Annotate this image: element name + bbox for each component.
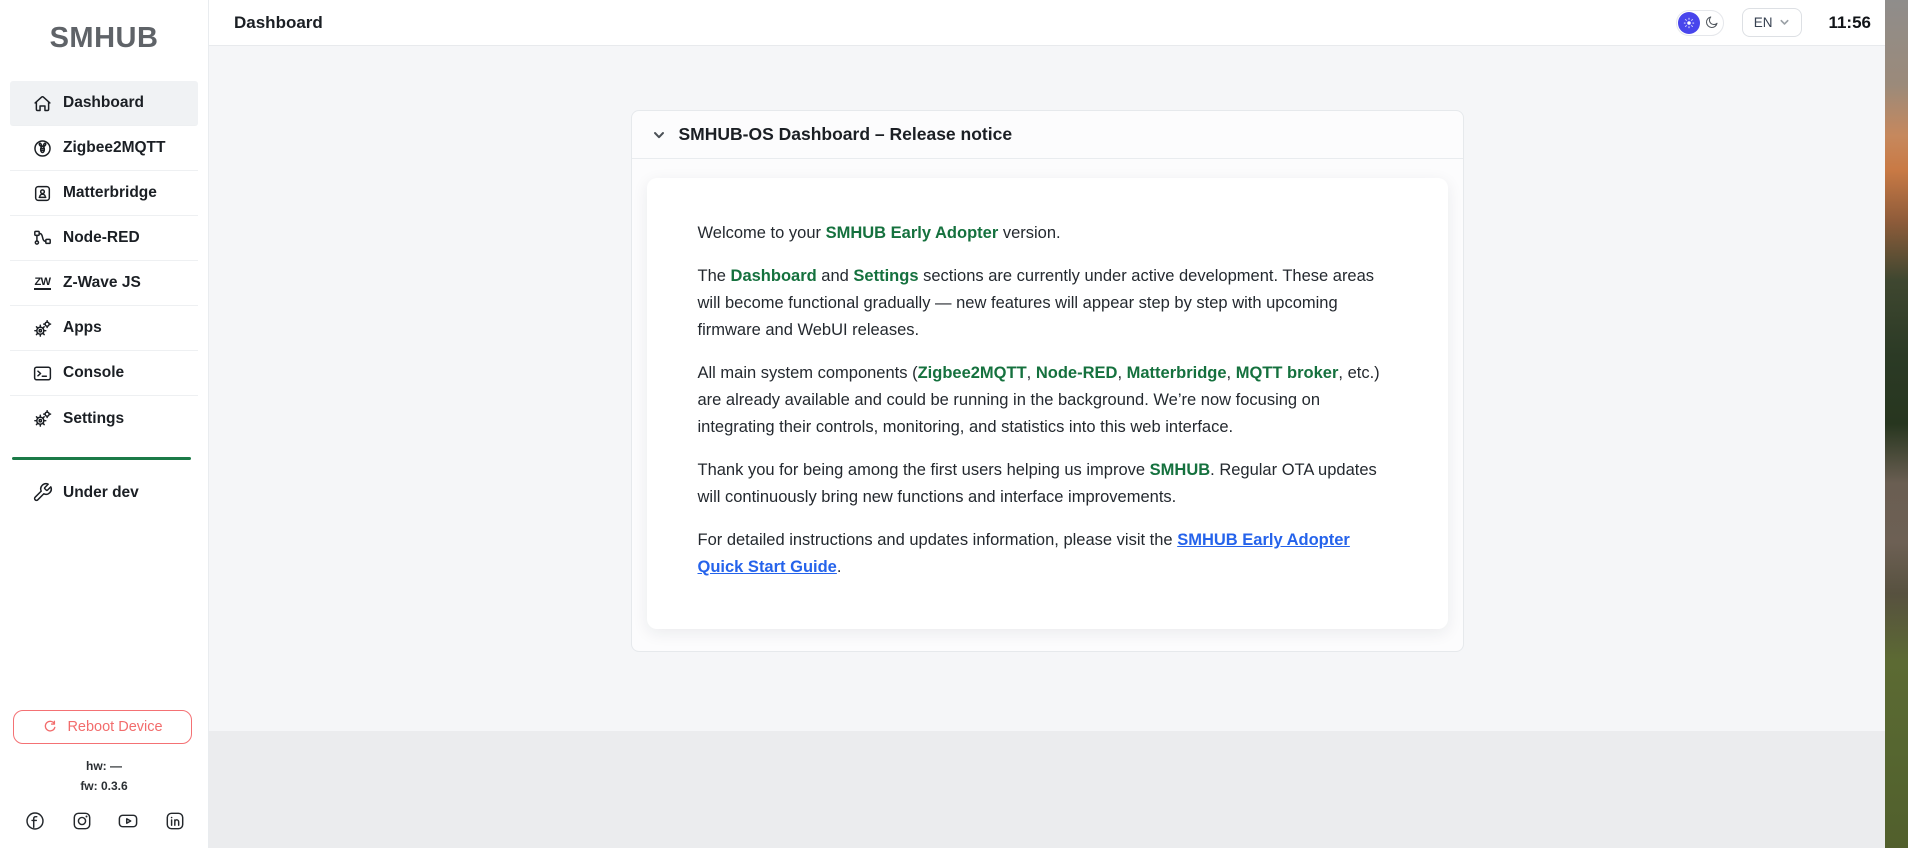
release-notice-title: SMHUB-OS Dashboard – Release notice (678, 124, 1013, 144)
desktop-wallpaper-strip (1885, 0, 1908, 848)
chevron-down-icon (1779, 17, 1790, 28)
hw-version: hw: — (85, 759, 122, 773)
device-info (0, 756, 208, 796)
linkedin-icon[interactable] (164, 810, 186, 832)
node-red-icon (32, 228, 53, 249)
reboot-device-label: Reboot Device (67, 719, 163, 735)
sidebar-item-label: Apps (63, 319, 102, 336)
matterbridge-icon (32, 183, 53, 204)
sidebar (0, 0, 209, 848)
sidebar-item-label: Node-RED (63, 229, 140, 246)
sun-icon (1678, 12, 1700, 34)
sidebar-item-apps[interactable] (10, 306, 198, 351)
social-links (0, 810, 208, 832)
language-selector[interactable] (1742, 8, 1803, 37)
sidebar-item-label: Settings (63, 409, 125, 427)
footer-strip (209, 731, 1885, 848)
gears-icon (32, 408, 53, 429)
refresh-icon (42, 719, 58, 735)
notice-paragraph: The Dashboard and Settings sections are currently under active development. These areas will become functional gradually — new features will appear step by step with upcoming firmware and WebUI releases. (697, 267, 1375, 339)
section-divider (12, 457, 191, 460)
chevron-down-icon (652, 128, 666, 142)
wrench-icon (32, 482, 53, 503)
facebook-icon[interactable] (24, 810, 46, 832)
gears-icon (32, 318, 53, 339)
notice-paragraph: For detailed instructions and updates information, please visit the SMHUB Early Adopter Quick Start Guide. (697, 531, 1350, 576)
sidebar-item-label: Console (63, 364, 125, 381)
sidebar-spacer (0, 515, 208, 710)
sidebar-item-label: Under dev (63, 483, 139, 501)
sidebar-item-zwave-js[interactable] (10, 261, 198, 306)
release-notice-card (631, 110, 1464, 652)
content-area (209, 46, 1885, 731)
sidebar-item-zigbee2mqtt[interactable] (10, 126, 198, 171)
page-title: Dashboard (234, 12, 323, 32)
sidebar-item-node-red[interactable] (10, 216, 198, 261)
sidebar-nav (0, 81, 208, 441)
reboot-device-button[interactable] (13, 710, 192, 744)
sidebar-item-label: Z-Wave JS (63, 274, 141, 291)
clock: 11:56 (1828, 12, 1871, 32)
topbar (209, 0, 1885, 46)
notice-paragraph: All main system components (Zigbee2MQTT, Node-RED, Matterbridge, MQTT broker, etc.) are already available and could be running in the background. We’re now focusing on integrating their controls, monitoring, and statistics into this web interface. (697, 364, 1380, 436)
youtube-icon[interactable] (117, 810, 139, 832)
sidebar-item-under-dev[interactable] (10, 470, 198, 515)
quick-start-guide-link[interactable]: SMHUB Early Adopter Quick Start Guide (697, 531, 1350, 576)
sidebar-item-label: Zigbee2MQTT (63, 139, 166, 156)
sidebar-item-dashboard[interactable] (10, 81, 198, 126)
terminal-icon (32, 363, 53, 384)
instagram-icon[interactable] (71, 810, 93, 832)
sidebar-item-label: Dashboard (63, 94, 144, 111)
notice-paragraph: Welcome to your SMHUB Early Adopter version. (697, 224, 1061, 242)
topbar-controls (1676, 8, 1871, 37)
release-notice-header[interactable] (632, 111, 1463, 159)
home-icon (32, 93, 53, 114)
fw-version: fw: 0.3.6 (80, 779, 128, 793)
theme-toggle[interactable] (1676, 10, 1724, 36)
notice-paragraph: Thank you for being among the first users helping us improve SMHUB. Regular OTA updates will continuously bring new functions and interface improvements. (697, 461, 1377, 506)
brand-logo: SMHUB (49, 22, 159, 54)
sidebar-item-console[interactable] (10, 351, 198, 396)
moon-icon (1702, 13, 1722, 33)
release-notice-body (647, 178, 1448, 629)
sidebar-item-settings[interactable] (10, 396, 198, 441)
main-column (209, 0, 1885, 848)
bee-icon (32, 138, 53, 159)
sidebar-item-label: Matterbridge (63, 184, 157, 201)
sidebar-item-matterbridge[interactable] (10, 171, 198, 216)
language-value: EN (1753, 15, 1773, 30)
zwave-icon: ZW (32, 273, 53, 294)
